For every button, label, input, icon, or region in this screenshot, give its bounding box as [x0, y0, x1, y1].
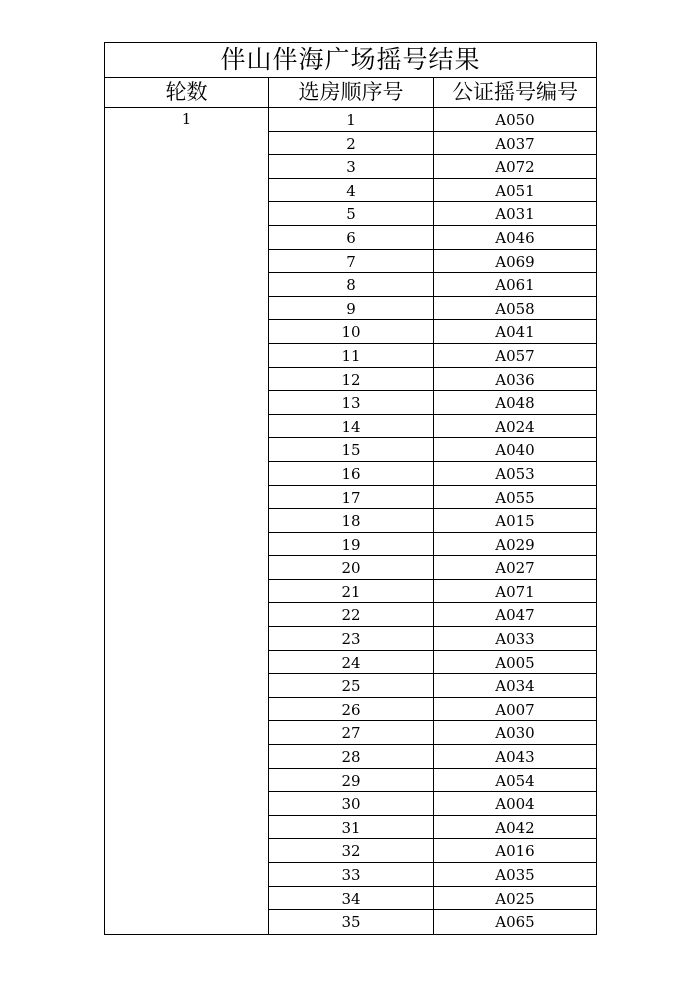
- code-cell: A037: [495, 134, 535, 153]
- code-cell: A030: [495, 724, 535, 743]
- table-row: [269, 745, 596, 769]
- table-row: [269, 155, 596, 179]
- code-cell: A058: [495, 299, 535, 318]
- header-code: 公证摇号编号: [452, 80, 578, 104]
- code-cell: A024: [495, 417, 535, 436]
- table-row: [269, 769, 596, 793]
- order-cell: 13: [269, 391, 434, 414]
- table-row: [269, 816, 596, 840]
- code-cell: A072: [495, 158, 535, 177]
- order-cell: 34: [269, 887, 434, 910]
- table-row: [269, 863, 596, 887]
- order-cell: 22: [269, 603, 434, 626]
- table-row: [269, 344, 596, 368]
- order-cell: 6: [269, 226, 434, 249]
- table-row: [269, 627, 596, 651]
- order-cell: 5: [269, 202, 434, 225]
- code-cell: A065: [495, 913, 535, 932]
- code-cell: A057: [495, 346, 535, 365]
- code-cell: A029: [495, 535, 535, 554]
- table-row: [269, 651, 596, 675]
- order-cell: 29: [269, 769, 434, 792]
- order-cell: 27: [269, 721, 434, 744]
- order-cell: 24: [269, 651, 434, 674]
- code-cell: A027: [495, 559, 535, 578]
- table-row: [269, 415, 596, 439]
- code-cell: A007: [495, 700, 535, 719]
- code-cell: A016: [495, 842, 535, 861]
- order-cell: 19: [269, 533, 434, 556]
- code-cell: A034: [495, 677, 535, 696]
- code-cell: A041: [495, 323, 535, 342]
- code-cell: A040: [495, 441, 535, 460]
- code-cell: A046: [495, 228, 535, 247]
- order-cell: 3: [269, 155, 434, 178]
- code-cell: A033: [495, 630, 535, 649]
- code-cell: A053: [495, 464, 535, 483]
- header-row: [105, 78, 596, 108]
- table-row: [269, 202, 596, 226]
- code-cell: A035: [495, 866, 535, 884]
- order-cell: 28: [269, 745, 434, 768]
- table-row: [269, 226, 596, 250]
- table-row: [269, 391, 596, 415]
- code-cell: A015: [495, 512, 535, 531]
- table-row: [269, 320, 596, 344]
- table-row: [269, 674, 596, 698]
- order-cell: 23: [269, 627, 434, 650]
- order-cell: 16: [269, 462, 434, 485]
- order-cell: 35: [269, 910, 434, 934]
- order-cell: 31: [269, 816, 434, 839]
- order-cell: 11: [269, 344, 434, 367]
- order-cell: 12: [269, 368, 434, 391]
- order-cell: 8: [269, 273, 434, 296]
- order-cell: 14: [269, 415, 434, 438]
- lottery-result-table: [104, 42, 597, 935]
- order-cell: 1: [269, 108, 434, 131]
- table-body: [105, 108, 596, 934]
- round-cell: 1: [105, 108, 269, 934]
- table-row: [269, 297, 596, 321]
- table-row: [269, 839, 596, 863]
- table-title: 伴山伴海广场摇号结果: [105, 43, 596, 78]
- code-cell: A048: [495, 394, 535, 413]
- table-row: [269, 250, 596, 274]
- code-cell: A042: [495, 818, 535, 837]
- code-cell: A005: [495, 653, 535, 672]
- order-cell: 32: [269, 839, 434, 862]
- code-cell: A047: [495, 606, 535, 625]
- table-row: [269, 179, 596, 203]
- order-cell: 15: [269, 438, 434, 461]
- table-row: [269, 108, 596, 132]
- code-cell: A054: [495, 771, 535, 790]
- header-round: 轮数: [105, 78, 269, 107]
- code-cell: A004: [495, 795, 535, 814]
- table-row: [269, 910, 596, 934]
- code-cell: A055: [495, 488, 535, 507]
- code-cell: A025: [495, 889, 535, 908]
- order-cell: 20: [269, 556, 434, 579]
- table-row: [269, 887, 596, 911]
- order-cell: 7: [269, 250, 434, 273]
- code-cell: A069: [495, 252, 535, 271]
- code-cell: A050: [495, 111, 535, 129]
- order-cell: 18: [269, 509, 434, 532]
- code-cell: A061: [495, 276, 535, 295]
- order-cell: 25: [269, 674, 434, 697]
- table-row: [269, 698, 596, 722]
- table-row: [269, 792, 596, 816]
- code-cell: A031: [495, 205, 535, 224]
- code-cell: A071: [495, 582, 535, 601]
- table-row: [269, 462, 596, 486]
- table-row: [269, 486, 596, 510]
- order-cell: 10: [269, 320, 434, 343]
- table-row: [269, 721, 596, 745]
- table-row: [269, 556, 596, 580]
- code-cell: A036: [495, 370, 535, 389]
- rows-column: [269, 108, 596, 934]
- table-row: [269, 533, 596, 557]
- header-order: 选房顺序号: [269, 78, 434, 107]
- order-cell: 30: [269, 792, 434, 815]
- order-cell: 17: [269, 486, 434, 509]
- code-cell: A051: [495, 181, 535, 200]
- table-row: [269, 580, 596, 604]
- table-row: [269, 273, 596, 297]
- order-cell: 26: [269, 698, 434, 721]
- table-row: [269, 603, 596, 627]
- order-cell: 21: [269, 580, 434, 603]
- table-row: [269, 368, 596, 392]
- order-cell: 9: [269, 297, 434, 320]
- table-row: [269, 438, 596, 462]
- table-row: [269, 509, 596, 533]
- table-row: [269, 132, 596, 156]
- code-cell: A043: [495, 748, 535, 767]
- order-cell: 2: [269, 132, 434, 155]
- order-cell: 4: [269, 179, 434, 202]
- order-cell: 33: [269, 863, 434, 886]
